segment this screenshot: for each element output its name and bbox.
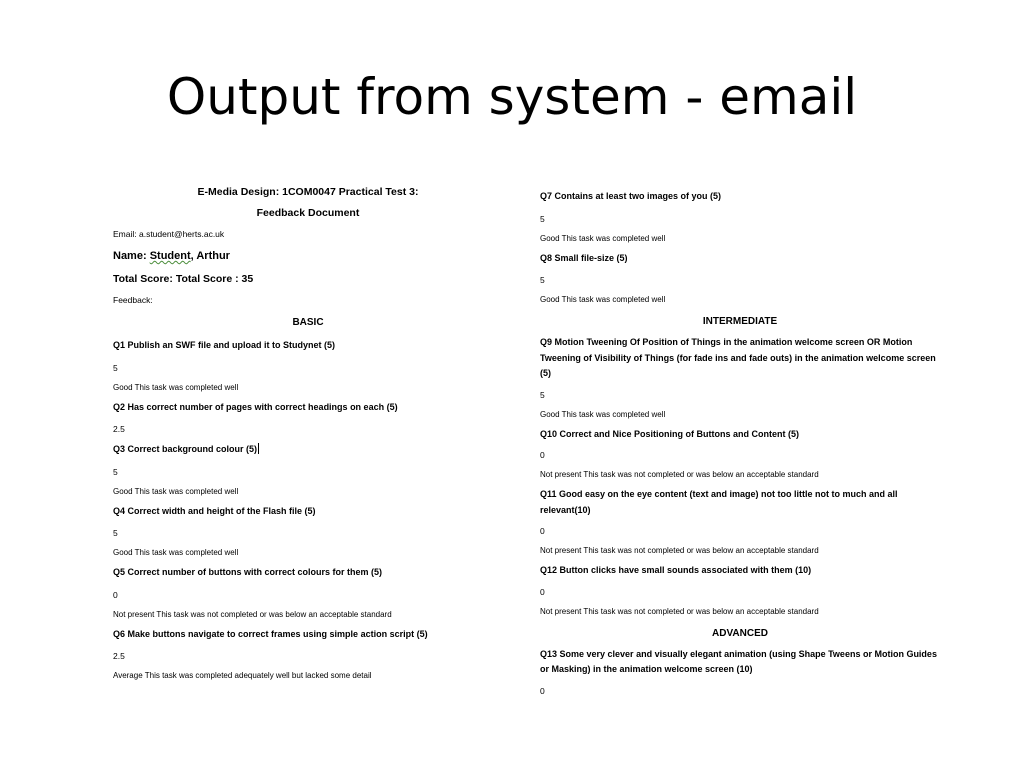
- question-q3-text: Q3 Correct background colour (5): [113, 444, 258, 454]
- question-q1: Q1 Publish an SWF file and upload it to Studynet (5): [113, 340, 336, 350]
- score-q4: 5: [113, 528, 118, 538]
- feedback-column-left: [113, 180, 503, 680]
- score-q2: 2.5: [113, 424, 125, 434]
- feedback-q12: Not present This task was not completed or was below an acceptable standard: [540, 606, 819, 616]
- score-q1: 5: [113, 362, 118, 373]
- question-q7: Q7 Contains at least two images of you (5): [540, 191, 722, 201]
- question-q12: Q12 Button clicks have small sounds associated with them (10): [540, 565, 812, 575]
- question-q10: Q10 Correct and Nice Positioning of Buttons and Content (5): [540, 428, 800, 439]
- question-q4: Q4 Correct width and height of the Flash file (5): [113, 505, 316, 516]
- feedback-q10: Not present This task was not completed or was below an acceptable standard: [540, 470, 819, 479]
- feedback-q7: Good This task was completed well: [540, 233, 666, 243]
- feedback-q6: Average This task was completed adequately well but lacked some detail: [113, 671, 372, 680]
- name-first: , Arthur: [190, 250, 230, 262]
- section-basic: BASIC: [292, 317, 324, 328]
- document-subheading: Feedback Document: [256, 207, 360, 219]
- feedback-q5: Not present This task was not completed or was below an acceptable standard: [113, 609, 392, 619]
- feedback-label: Feedback:: [113, 295, 153, 305]
- feedback-q8: Good This task was completed well: [540, 295, 666, 304]
- feedback-column-right: [540, 180, 940, 696]
- score-q8: 5: [540, 275, 545, 285]
- question-q13: Q13 Some very clever and visually elegant animation (using Shape Tweens or Motion Guides or Masking) in the animation welcome screen (10): [540, 648, 937, 674]
- document-heading: E-Media Design: 1COM0047 Practical Test 3:: [197, 186, 419, 198]
- score-q3: 5: [113, 466, 118, 477]
- feedback-q3: Good This task was completed well: [113, 486, 239, 496]
- score-q7: 5: [540, 213, 545, 224]
- score-q11: 0: [540, 526, 545, 536]
- score-q5: 0: [113, 589, 118, 600]
- feedback-q9: Good This task was completed well: [540, 409, 666, 419]
- student-name: [113, 250, 503, 262]
- feedback-q11: Not present This task was not completed or was below an acceptable standard: [540, 546, 819, 555]
- section-advanced: ADVANCED: [712, 627, 768, 639]
- feedback-q1: Good This task was completed well: [113, 382, 239, 392]
- name-label: Name:: [113, 250, 147, 262]
- question-q5: Q5 Correct number of buttons with correct colours for them (5): [113, 567, 383, 577]
- text-cursor: [258, 443, 259, 454]
- score-q6: 2.5: [113, 651, 125, 661]
- feedback-q4: Good This task was completed well: [113, 548, 239, 557]
- email-line: Email: a.student@herts.ac.uk: [113, 229, 225, 239]
- question-q2: Q2 Has correct number of pages with correct headings on each (5): [113, 401, 398, 412]
- slide-title: Output from system - email: [166, 68, 858, 126]
- total-score: Total Score: Total Score : 35: [113, 273, 254, 285]
- score-q9: 5: [540, 389, 545, 400]
- name-last: Student: [149, 250, 191, 262]
- score-q12: 0: [540, 586, 545, 597]
- score-q13: 0: [540, 685, 545, 696]
- question-q3: [113, 442, 503, 458]
- question-q8: Q8 Small file-size (5): [540, 252, 628, 263]
- score-q10: 0: [540, 450, 545, 460]
- section-intermediate: INTERMEDIATE: [702, 316, 778, 327]
- question-q9: Q9 Motion Tweening Of Position of Things in the animation welcome screen OR Motion Tweening of Visibility of Things (for fade ins and fade outs) in the animation welcome screen (5): [540, 337, 936, 378]
- question-q11: Q11 Good easy on the eye content (text and image) not too little not to much and all relevant(10): [540, 489, 898, 515]
- question-q6: Q6 Make buttons navigate to correct frames using simple action script (5): [113, 628, 428, 639]
